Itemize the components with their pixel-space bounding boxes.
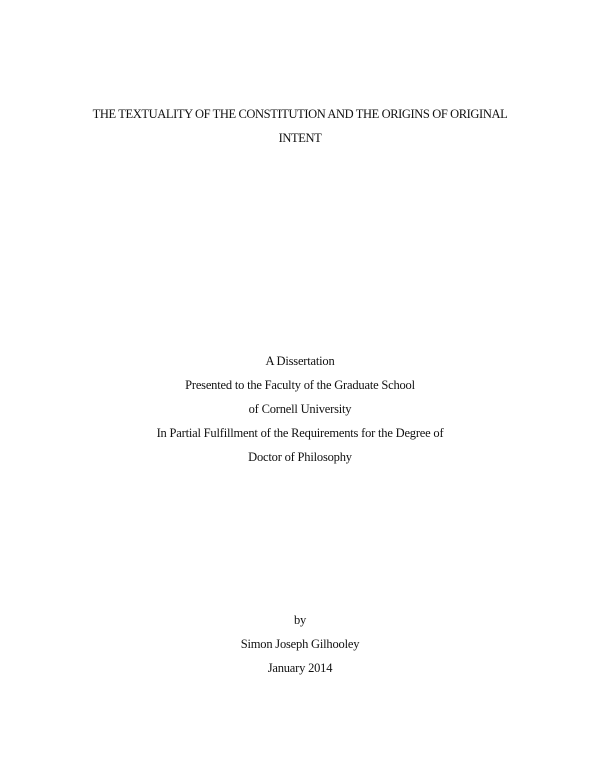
degree-line: Doctor of Philosophy	[248, 450, 352, 464]
fulfillment-line: In Partial Fulfillment of the Requirements for the Degree of	[156, 426, 444, 440]
university-line: of Cornell University	[248, 402, 352, 416]
document-type: A Dissertation	[265, 354, 335, 368]
presented-to-line: Presented to the Faculty of the Graduate School	[185, 378, 415, 392]
by-label: by	[293, 613, 307, 627]
author-name: Simon Joseph Gilhooley	[240, 637, 360, 651]
dissertation-title-line-1: THE TEXTUALITY OF THE CONSTITUTION AND THE ORIGINS OF ORIGINAL	[92, 107, 508, 121]
dissertation-title-line-2: INTENT	[278, 131, 322, 145]
submission-date: January 2014	[267, 661, 333, 675]
